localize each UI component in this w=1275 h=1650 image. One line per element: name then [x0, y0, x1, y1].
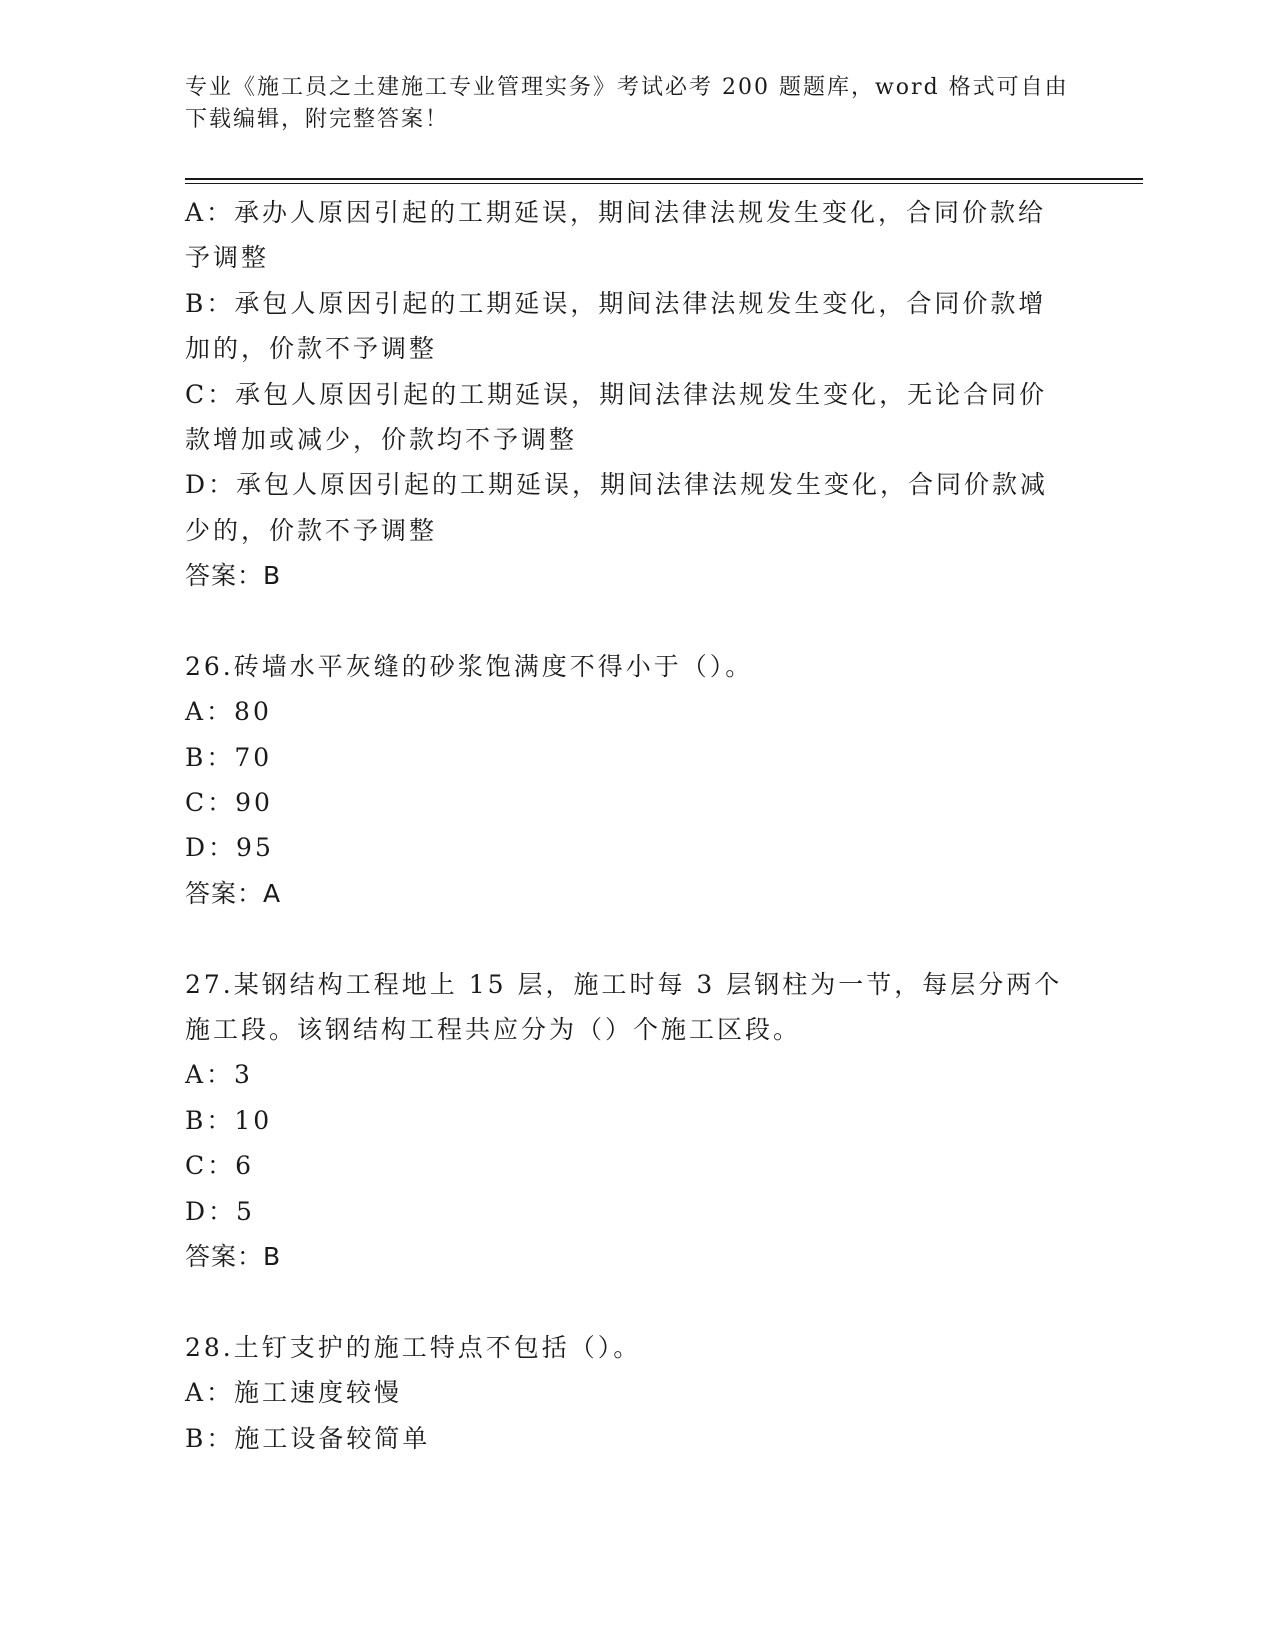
question-26 — [185, 644, 1085, 916]
question-list — [185, 190, 1085, 1461]
header-divider-thick — [185, 178, 1143, 180]
answer: 答案：B — [185, 1241, 282, 1271]
option-d-line-1: D：承包人原因引起的工期延误，期间法律法规发生变化，合同价款减 — [185, 470, 1049, 500]
answer: 答案：A — [185, 878, 282, 908]
header-line-1: 专业《施工员之土建施工专业管理实务》考试必考 200 题题库，word 格式可自由 — [185, 75, 1069, 100]
option-b: B：10 — [185, 1105, 273, 1135]
question-stem-line-1: 27.某钢结构工程地上 15 层，施工时每 3 层钢柱为一节，每层分两个 — [185, 969, 1063, 999]
question-stem-line-2: 施工段。该钢结构工程共应分为（）个施工区段。 — [185, 1015, 802, 1045]
header-divider-thin — [185, 183, 1143, 184]
option-c-line-1: C：承包人原因引起的工期延误，期间法律法规发生变化，无论合同价 — [185, 379, 1048, 409]
spacer — [185, 916, 1085, 961]
question-stem: 26.砖墙水平灰缝的砂浆饱满度不得小于（）。 — [185, 651, 754, 681]
question-28 — [185, 1325, 1085, 1461]
option-a: A：80 — [185, 697, 272, 727]
option-a-line-1: A：承办人原因引起的工期延误，期间法律法规发生变化，合同价款给 — [185, 198, 1047, 227]
option-c: C：6 — [185, 1151, 255, 1181]
question-stem: 28.土钉支护的施工特点不包括（）。 — [185, 1332, 642, 1362]
answer: 答案：B — [185, 561, 282, 591]
option-b: B：施工设备较简单 — [185, 1423, 431, 1453]
option-d: D：5 — [185, 1196, 255, 1226]
option-c-line-2: 款增加或减少，价款均不予调整 — [185, 424, 578, 454]
option-a: A：3 — [185, 1060, 253, 1090]
option-a: A：施工速度较慢 — [185, 1378, 403, 1408]
document-header — [185, 72, 1069, 136]
option-d-line-2: 少的，价款不予调整 — [185, 515, 438, 545]
header-line-2: 下载编辑，附完整答案！ — [185, 107, 450, 132]
spacer — [185, 1279, 1085, 1324]
option-b: B：70 — [185, 742, 273, 772]
spacer — [185, 599, 1085, 644]
option-b-line-2: 加的，价款不予调整 — [185, 334, 438, 364]
option-a-line-2: 予调整 — [185, 243, 270, 273]
question-25 — [185, 190, 1085, 599]
question-27 — [185, 962, 1085, 1280]
option-c: C：90 — [185, 788, 273, 818]
option-d: D：95 — [185, 833, 274, 863]
option-b-line-1: B：承包人原因引起的工期延误，期间法律法规发生变化，合同价款增 — [185, 288, 1047, 318]
